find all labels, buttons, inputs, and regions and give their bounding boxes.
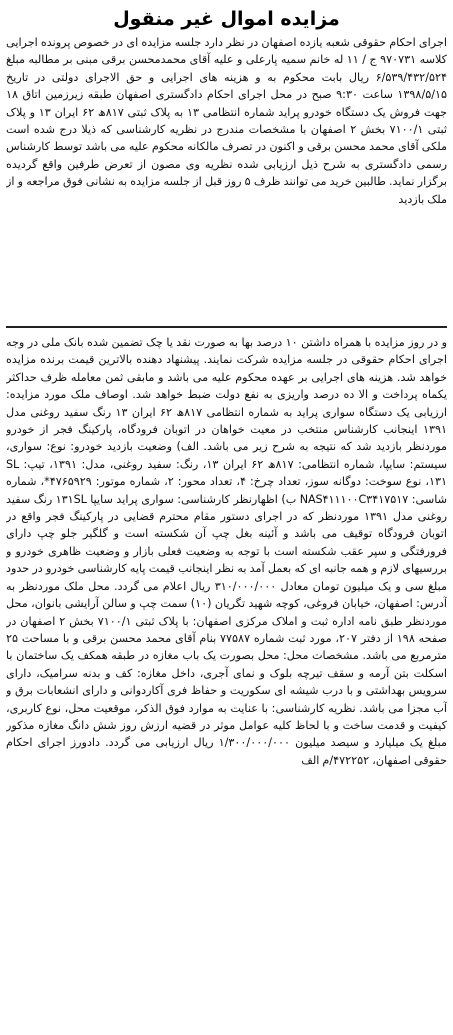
notice-bottom-paragraph: و در روز مزایده با همراه داشتن ۱۰ درصد بها به صورت نقد یا چک تضمین شده بانک ملی در وجه اجرای احکام حقوقی در جلسه مزایده شرکت نمایند. پیشنهاد دهنده بالاترین قیمت برنده مزایده خواهد شد. هزینه های اجرایی بر عهده محکوم علیه می باشد و مابقی ثمن معامله ظرف حداکثر یکماه پرداخت و الا ده درصد واریزی به نفع دولت ضبط خواهد شد. اوصاف ملک مورد مزایده: ارزیابی یک دستگاه سواری پراید به شماره انتظامی ۸۱۷ھ ۶۲ ایران ۱۳ رنگ سفید روغنی مدل ۱۳۹۱ اینجانب کارشناس منتخب در معیت خواهان در اتوبان فرودگاه، پارکینگ فجر از خودرو موردنظر بازدید شد که نتیجه به شرح زیر می باشد. الف) وضعیت بازدید خودرو: نوع: سواری، سیستم: سایپا، شماره انتظامی: ۸۱۷ھ ۶۲ ایران ۱۳، رنگ: سفید روغنی، مدل: ۱۳۹۱، تیپ: SL ۱۳۱، نوع سوخت: دوگانه سوز، تعداد چرخ: ۴، تعداد محور: ۲، شماره موتور: ۴۷۶۵۹۲۹*، شماره شاسی: NAS۴۱۱۱۰۰C۳۴۱۷۵۱۷ ب) اظهارنظر کارشناسی: سواری پراید سایپا ۱۳۱SL رنگ سفید روغنی مدل ۱۳۹۱ موردنظر که در اجرای دستور مقام محترم قضایی در پارکینگ فجر واقع در اتوبان فرودگاه توقیف می باشد و آئینه بغل چپ آن شکسته است و گلگیر جلو چپ دارای فرورفتگی و سپر عقب شکسته است با توجه به وضعیت فعلی بازار و وضعیت ظاهری خودرو و بررسیهای لازم و همه جانبه ای که بعمل آمد به نظر اینجانب قیمت پایه کارشناسی خودرو در حدود مبلغ سی و یک میلیون تومان معادل ۳۱۰/۰۰۰/۰۰۰ ریال اعلام می گردد. محل ملک موردنظر به آدرس: اصفهان، خیابان فروغی، کوچه شهید تگریان (۱۰) سمت چپ و سالن آرایشی بانوان، محل موردنظر طبق نامه اداره ثبت و املاک مرکزی اصفهان: با پلاک ثبتی ۷۱۰۰/۱ بخش ۲ اصفهان در صفحه ۱۹۸ از دفتر ۲۰۷، مورد ثبت شماره ۷۷۵۸۷ بنام آقای محمد محسن برقی و با مساحت ۲۵ مترمربع می باشد. مشخصات محل: محل بصورت یک باب مغازه در طبقه همکف یک ساختمان با اسکلت بتن آرمه و سقف تیرچه بلوک و نمای آجری، داخل مغازه: کف و بدنه سرامیک، دارای سرویس بهداشتی و با درب شیشه ای سکوریت و حفاظ فری آکاردوانی و دارای انشعابات برق و آب مجزا می باشد. نظریه کارشناسی: با عنایت به موارد فوق الذکر، موقعیت محل، نوع کاربری، کیفیت و قدمت ساخت و با لحاظ کلیه عوامل موثر در قضیه ارزش روز شش دانگ مغازه مذکور مبلغ یک میلیارد و سیصد میلیون ۱/۳۰۰/۰۰۰/۰۰۰ ریال ارزیابی می گردد. دادورز اجرای احکام حقوقی اصفهان، ۴۷۲۲۵۲/م الف [6, 336, 447, 767]
notice-bottom-column [6, 334, 447, 1034]
notice-title: مزایده اموال غیر منقول [113, 8, 340, 30]
notice-top-column [6, 34, 447, 322]
column-divider [6, 326, 447, 328]
notice-top-paragraph: اجرای احکام حقوقی شعبه یازده اصفهان در نظر دارد جلسه مزایده ای در خصوص پرونده اجرایی کلاسه ۹۷۰۷۳۱ ج / ۱۱ له خانم سمیه پارعلی و علیه آقای محمدمحسن برقی مبنی بر مطالبه مبلغ ۶/۵۳۹/۴۳۲/۵۲۴ ریال بابت محکوم به و هزینه های اجرایی و حق الاجرای دولتی در تاریخ ۱۳۹۸/۵/۱۵ ساعت ۹:۳۰ صبح در محل اجرای احکام دادگستری اصفهان طبقه زیرزمین اتاق ۱۸ جهت فروش یک دستگاه خودرو پراید شماره انتظامی ۱۳ به پلاک ثبتی ۸۱۷ھ ۶۲ ایران ۱۳ و پلاک ثبتی ۷۱۰۰/۱ بخش ۲ اصفهان با مشخصات مندرج در نظریه کارشناسی که ذیلا درج شده است ملکی آقای محمد محسن برقی و اکنون در تصرف مالکانه محکوم علیه می باشد توسط کارشناس رسمی دادگستری به شرح ذیل ارزیابی شده نظریه وی مصون از تعرض طرفین واقع گردیده برگزار نماید. طالبین خرید می توانند ظرف ۵ روز قبل از جلسه مزایده به نشانی فوق مراجعه و از ملک بازدید [6, 36, 447, 206]
